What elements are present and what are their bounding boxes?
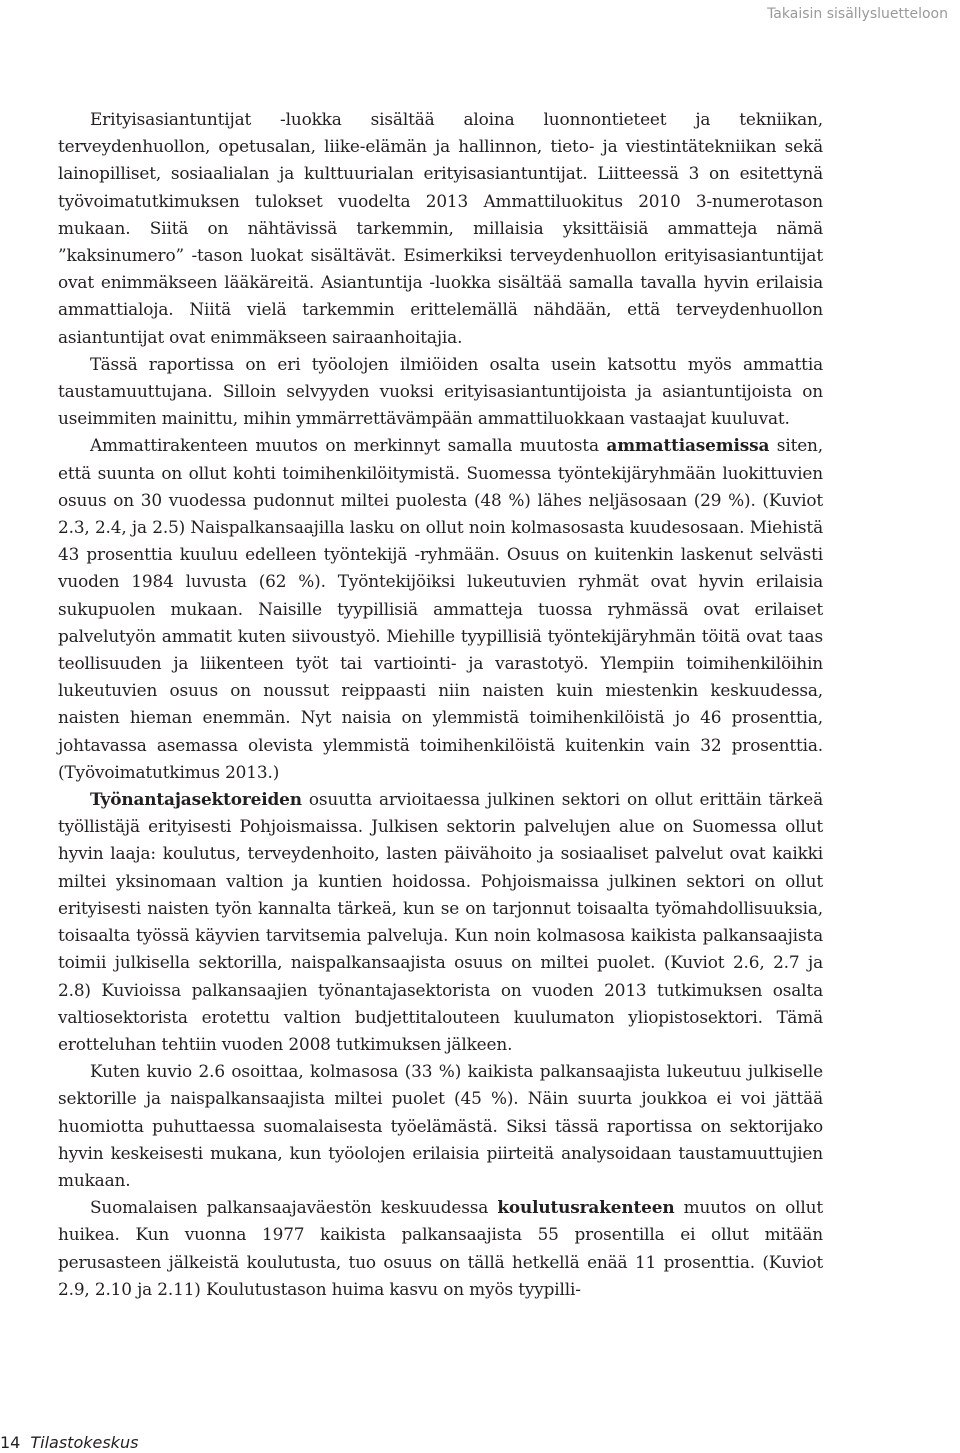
paragraph-ammattiasema-rest: siten, että suunta on ollut kohti toimihenkilöitymistä. Suomessa työntekijäryhmään luokittuvien osuus on 30 vuodessa pudonnut miltei puolesta (48 %) lähes neljäsosaan (29 %). (Kuviot 2.3, 2.4, ja 2.5) Naispalkansaajilla lasku on ollut noin kolmasosasta kuudesosaan. Miehistä 43 prosenttia kuuluu edelleen työntekijä -ryhmään. Osuus on kuitenkin laskenut selvästi vuoden 1984 luvusta (62 %). Työntekijöiksi lukeutuvien ryhmät ovat hyvin erilaisia sukupuolen mukaan. Naisille tyypillisiä ammatteja tuossa ryhmässä ovat erilaiset palvelutyön ammatit kuten siivoustyö. Miehille tyypillisiä työntekijäryhmän töitä ovat taas teollisuuden ja liikenteen työt tai vartiointi- ja varastotyö. Ylempiin toimihenkilöihin lukeutuvien osuus on noussut reippaasti niin naisten kuin miestenkin keskuudessa, naisten hieman enemmän. Nyt naisia on ylemmistä toimihenkilöistä jo 46 prosenttia, johtavassa asemassa olevista ylemmistä toimihenkilöistä kuitenkin vain 32 prosenttia. (Työvoimatutkimus 2013.) [58, 435, 824, 782]
body-text [58, 106, 823, 1303]
back-to-contents-link[interactable]: Takaisin sisällysluetteloon [767, 6, 948, 22]
term-ammattiasemissa: ammattiasemissa [606, 435, 770, 456]
paragraph-erityisasiantuntijat: Erityisasiantuntijat -luokka sisältää aloina luonnontieteet ja tekniikan, terveydenhuollon, opetusalan, liike-elämän ja hallinnon, tieto- ja viestintätekniikan sekä lainopilliset, sosiaalialan ja kulttuurialan erityisasiantuntijat. Liitteessä 3 on esitettynä työvoimatutkimuksen tulokset vuodelta 2013 Ammattiluokitus 2010 3-numerotason mukaan. Siitä on nähtävissä tarkemmin, millaisia yksittäisiä ammatteja nämä ”kaksinumero” -tason luokat sisältävät. Esimerkiksi terveydenhuollon erityisasiantuntijat ovat enimmäkseen lääkäreitä. Asiantuntija -luokka sisältää samalla tavalla hyvin erilaisia ammattialoja. Niitä vielä tarkemmin erittelemällä nähdään, että terveydenhuollon asiantuntijat ovat enimmäkseen sairaanhoitajia. [58, 109, 823, 347]
paragraph-koulutusrakenne-lead: Suomalaisen palkansaajaväestön keskuudessa [90, 1197, 498, 1218]
term-koulutusrakenteen: koulutusrakenteen [497, 1197, 675, 1218]
term-tyonantajasektoreiden: Työnantajasektoreiden [90, 789, 302, 810]
paragraph-koulutusrakenne [58, 1194, 823, 1303]
publisher-name: Tilastokeskus [30, 1433, 139, 1452]
page-number: 14 [0, 1433, 21, 1452]
paragraph-tyonantajasektori-rest: osuutta arvioitaessa julkinen sektori on ollut erittäin tärkeä työllistäjä erityisesti Pohjoismaissa. Julkisen sektorin palvelujen alue on Suomessa ollut hyvin laaja: koulutus, terveydenhoito, lasten päivähoito ja sosiaaliset palvelut ovat kaikki miltei yksinomaan valtion ja kuntien hoidossa. Pohjoismaissa julkinen sektori on ollut erityisesti naisten työn kannalta tärkeä, kun se on tarjonnut toisaalta työmahdollisuuksia, toisaalta työssä käyvien tarvitsemia palveluja. Kun noin kolmasosa kaikista palkansaajista toimii julkisella sektorilla, naispalkansaajista osuus on miltei puolet. (Kuviot 2.6, 2.7 ja 2.8) Kuvioissa palkansaajien työnantajasektorista on vuoden 2013 tutkimuksen osalta valtiosektorista erotettu valtion budjettitalouteen kuulumaton yliopistosektori. Tämä erotteluhan tehtiin vuoden 2008 tutkimuksen jälkeen. [58, 789, 823, 1054]
paragraph-ammattiasema-lead: Ammattirakenteen muutos on merkinnyt samalla muutosta [90, 435, 607, 456]
paragraph-julkinen-sektori: Kuten kuvio 2.6 osoittaa, kolmasosa (33 %) kaikista palkansaajista lukeutuu julkiselle sektorille ja naispalkansaajista miltei puolet (45 %). Näin suurta joukkoa ei voi jättää huomiotta puhuttaessa suomalaisesta työelämästä. Siksi tässä raportissa on sektorijako hyvin keskeisesti mukana, kun työolojen erilaisia piirteitä analysoidaan taustamuuttujien mukaan. [58, 1061, 823, 1190]
paragraph-taustamuuttuja: Tässä raportissa on eri työolojen ilmiöiden osalta usein katsottu myös ammattia taustamuuttujana. Silloin selvyyden vuoksi erityisasiantuntijoista ja asiantuntijoista on useimmiten mainittu, mihin ymmärrettävämpään ammattiluokkaan vastaajat kuuluvat. [58, 353, 823, 429]
page-footer [0, 1433, 138, 1452]
paragraph-koulutusrakenne-rest: muutos on ollut huikea. Kun vuonna 1977 kaikista palkansaajista 55 prosentilla ei ollut mitään perusasteen jälkeistä koulutusta, tuo osuus on tällä hetkellä enää 11 prosenttia. (Kuviot 2.9, 2.10 ja 2.11) Koulutustason huima kasvu on myös tyypilli- [58, 1197, 824, 1299]
paragraph-ammattiasema [58, 432, 823, 786]
paragraph-tyonantajasektori [58, 786, 823, 1058]
